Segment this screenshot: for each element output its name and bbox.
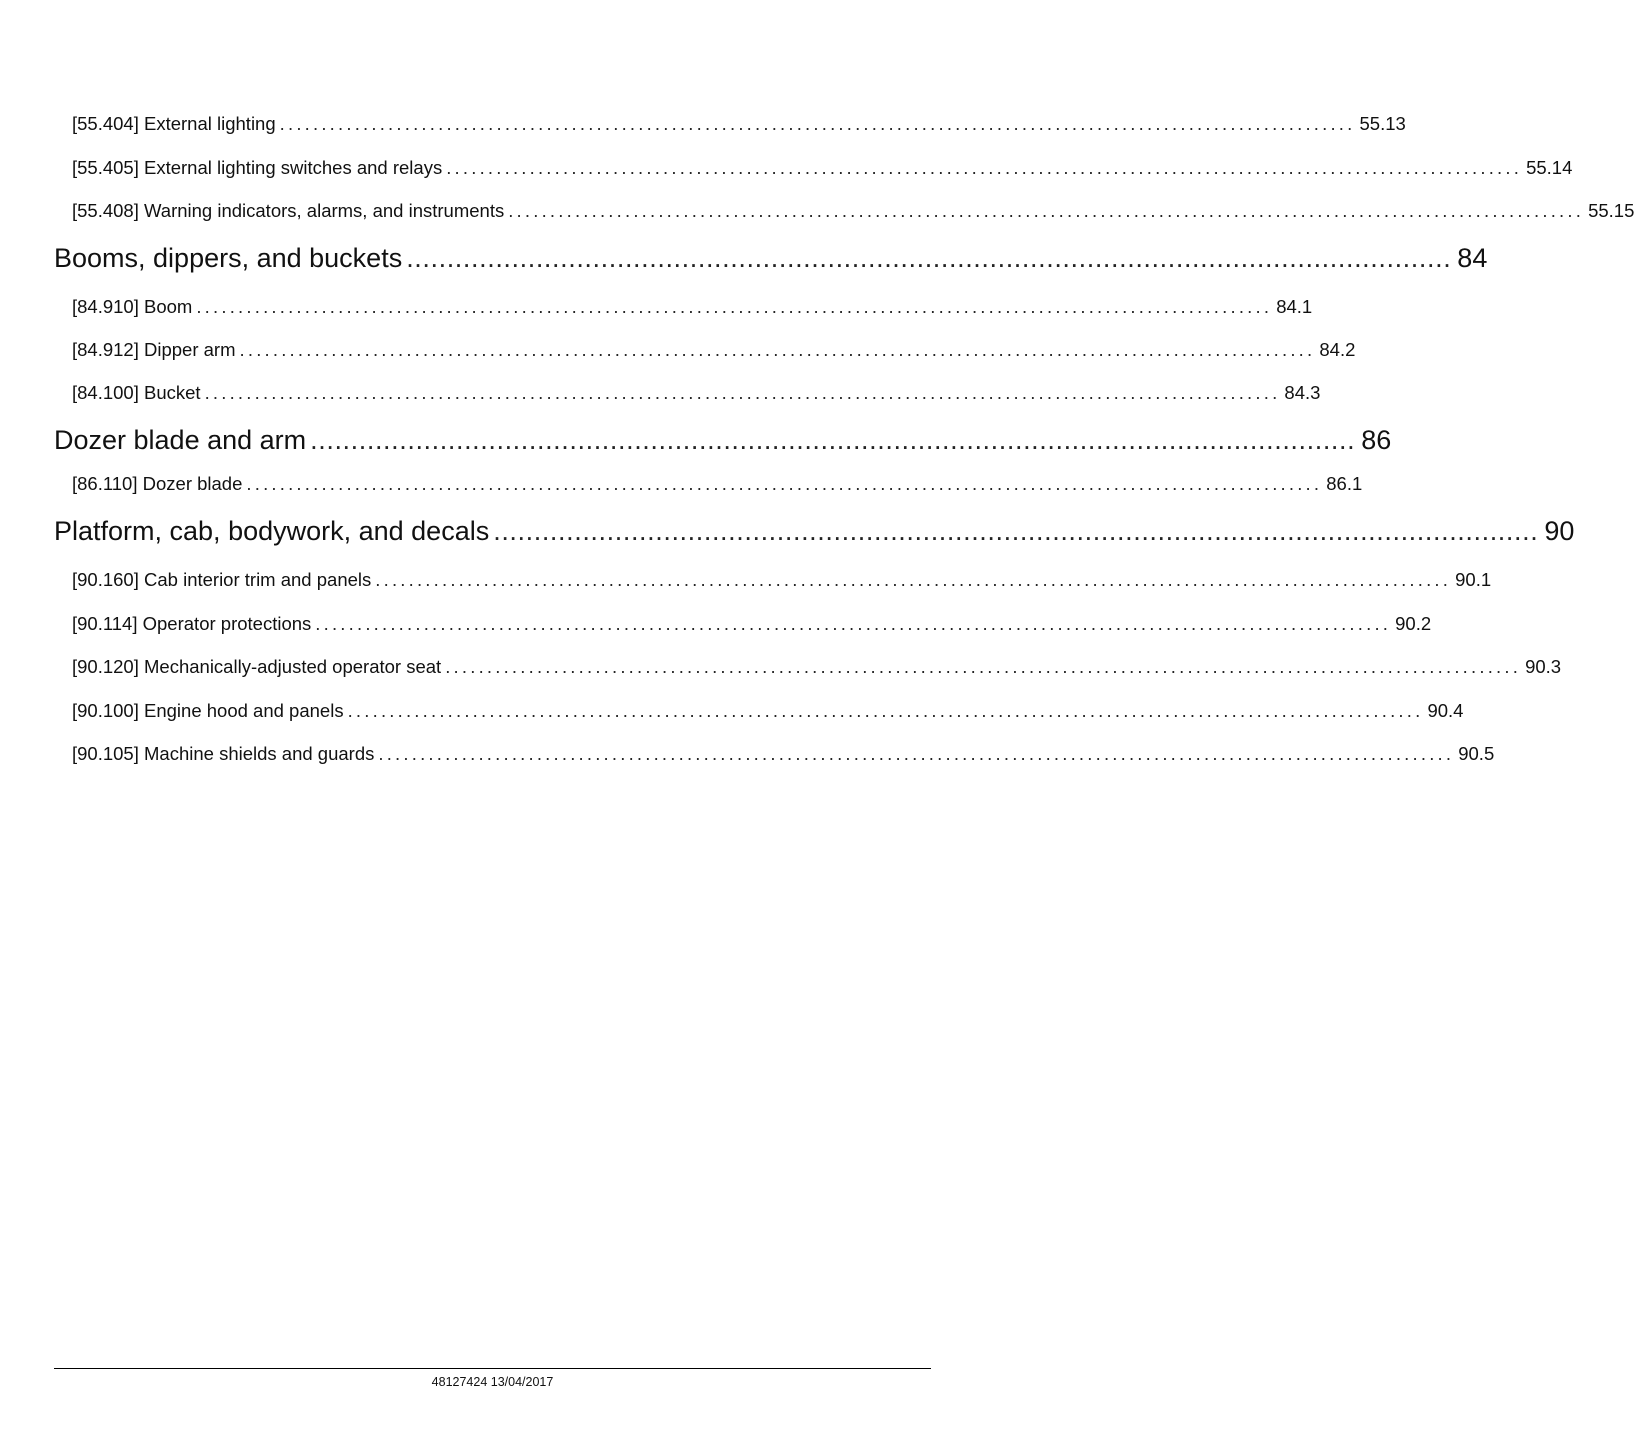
footer-doc-ref: 48127424 13/04/2017 xyxy=(431,1375,554,1389)
toc-section-title: Dozer blade and arm xyxy=(54,425,307,455)
toc-entry-page: 84.3 xyxy=(1284,382,1321,403)
toc-entry-page: 55.13 xyxy=(1359,113,1406,134)
leader-dots: ................................................................................................................................. xyxy=(347,700,1424,721)
toc-entry-page: 90.5 xyxy=(1458,743,1495,764)
toc-section-84[interactable] xyxy=(54,243,1488,277)
toc-entry-label: [84.910] Boom xyxy=(72,296,193,317)
toc-entry-84-912[interactable] xyxy=(72,339,1356,363)
toc-entry-84-910[interactable] xyxy=(72,296,1313,320)
toc-entry-86-110[interactable] xyxy=(72,473,1363,497)
toc-entry-90-105[interactable] xyxy=(72,743,1495,767)
leader-dots: ................................................................................................................................. xyxy=(445,656,1522,677)
toc-entry-90-120[interactable] xyxy=(72,656,1562,680)
toc-section-title: Platform, cab, bodywork, and decals xyxy=(54,516,490,546)
toc-entry-90-160[interactable] xyxy=(72,569,1492,593)
toc-entry-label: [55.405] External lighting switches and relays xyxy=(72,157,443,178)
toc-entry-label: [55.404] External lighting xyxy=(72,113,276,134)
toc-entry-page: 84.2 xyxy=(1319,339,1356,360)
toc-entry-page: 90.3 xyxy=(1525,656,1562,677)
toc-entry-label: [90.120] Mechanically-adjusted operator seat xyxy=(72,656,442,677)
leader-dots: ................................................................................................................................. xyxy=(246,473,1323,494)
toc-entry-90-114[interactable] xyxy=(72,613,1432,637)
leader-dots: ................................................................................................................................. xyxy=(493,516,1539,546)
toc-entry-label: [90.114] Operator protections xyxy=(72,613,312,634)
toc-section-86[interactable] xyxy=(54,425,1392,459)
leader-dots: ................................................................................................................................. xyxy=(196,296,1273,317)
toc-entry-55-404[interactable] xyxy=(72,113,1406,137)
toc-entry-label: [84.100] Bucket xyxy=(72,382,201,403)
toc-entry-55-408[interactable] xyxy=(72,200,1634,224)
leader-dots: ................................................................................................................................. xyxy=(239,339,1316,360)
toc-entry-page: 90.1 xyxy=(1455,569,1492,590)
leader-dots: ................................................................................................................................. xyxy=(315,613,1392,634)
leader-dots: ................................................................................................................................. xyxy=(406,243,1452,273)
leader-dots: ................................................................................................................................. xyxy=(375,569,1452,590)
toc-entry-90-100[interactable] xyxy=(72,700,1464,724)
footer-divider xyxy=(54,1368,931,1369)
leader-dots: ................................................................................................................................. xyxy=(508,200,1585,221)
toc-entry-55-405[interactable] xyxy=(72,157,1573,181)
leader-dots: ................................................................................................................................. xyxy=(204,382,1281,403)
toc-entry-label: [90.100] Engine hood and panels xyxy=(72,700,344,721)
leader-dots: ................................................................................................................................. xyxy=(310,425,1356,455)
leader-dots: ................................................................................................................................. xyxy=(279,113,1356,134)
toc-section-90[interactable] xyxy=(54,516,1575,550)
leader-dots: ................................................................................................................................. xyxy=(378,743,1455,764)
leader-dots: ................................................................................................................................. xyxy=(446,157,1523,178)
toc-section-page: 86 xyxy=(1361,425,1392,455)
toc-section-page: 84 xyxy=(1457,243,1488,273)
toc-section-title: Booms, dippers, and buckets xyxy=(54,243,403,273)
toc-entry-label: [90.105] Machine shields and guards xyxy=(72,743,375,764)
toc-entry-label: [55.408] Warning indicators, alarms, and instruments xyxy=(72,200,505,221)
toc-entry-page: 90.4 xyxy=(1427,700,1464,721)
toc-section-page: 90 xyxy=(1544,516,1575,546)
toc-entry-page: 55.14 xyxy=(1526,157,1573,178)
toc-entry-page: 84.1 xyxy=(1276,296,1313,317)
toc-entry-page: 86.1 xyxy=(1326,473,1363,494)
toc-entry-label: [90.160] Cab interior trim and panels xyxy=(72,569,372,590)
toc-entry-page: 55.15 xyxy=(1588,200,1634,221)
toc-entry-label: [86.110] Dozer blade xyxy=(72,473,243,494)
toc-entry-page: 90.2 xyxy=(1395,613,1432,634)
toc-entry-label: [84.912] Dipper arm xyxy=(72,339,236,360)
toc-entry-84-100[interactable] xyxy=(72,382,1321,406)
